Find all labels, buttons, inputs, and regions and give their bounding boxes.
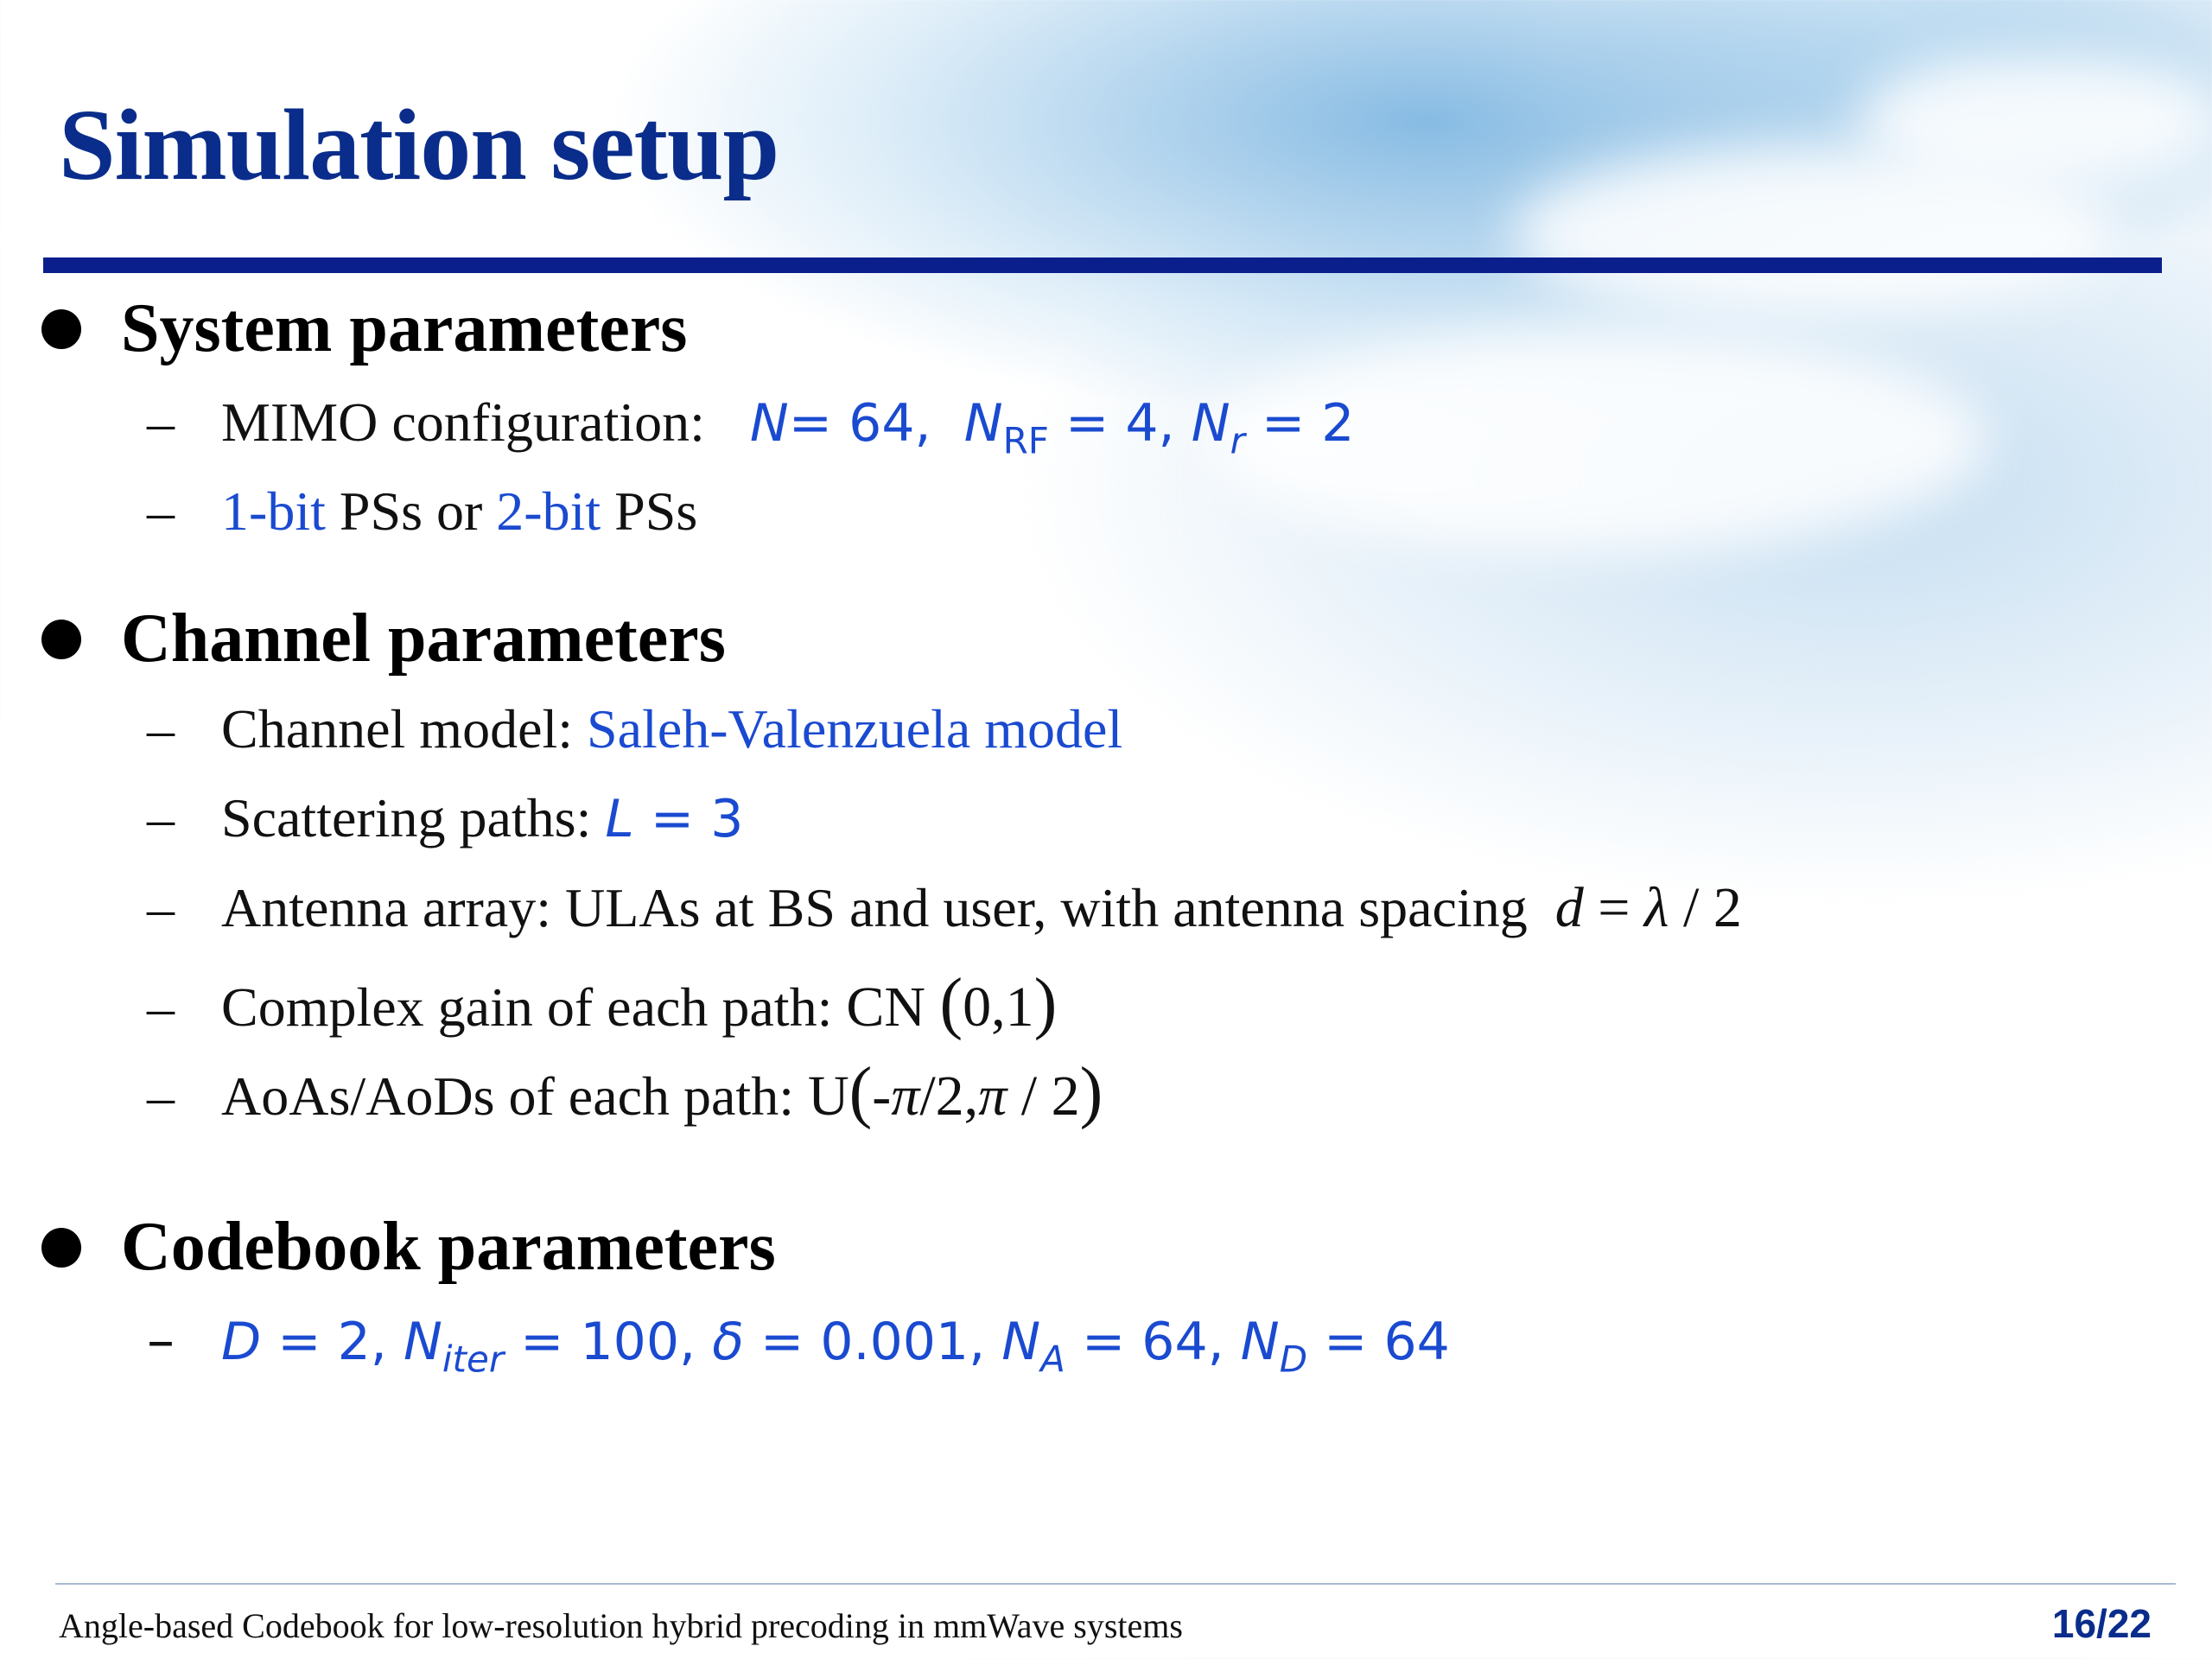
bullet-icon bbox=[41, 1228, 81, 1268]
list-item bbox=[147, 1309, 1450, 1381]
item-text: PSs or bbox=[325, 480, 497, 542]
footer-divider bbox=[55, 1583, 2176, 1585]
item-label: Scattering paths: bbox=[221, 787, 606, 849]
list-item bbox=[147, 697, 1122, 761]
list-item bbox=[147, 480, 697, 543]
list-item bbox=[147, 786, 743, 850]
section-system-parameters bbox=[41, 289, 687, 368]
scattering-paths-math: L = 3 bbox=[605, 789, 744, 849]
item-text: PSs bbox=[601, 480, 698, 542]
slide-title: Simulation setup bbox=[59, 88, 779, 201]
list-item bbox=[147, 875, 1742, 941]
dash-icon: – bbox=[147, 480, 175, 542]
mimo-config-math: N= 64, $N_{RF} = 4$, $N_r = 2$ bbox=[749, 393, 1355, 462]
item-label: Complex gain of each path: bbox=[221, 976, 847, 1038]
background-cloud bbox=[1858, 52, 2212, 190]
dash-icon: – bbox=[147, 976, 175, 1038]
page-number: 16/22 bbox=[2051, 1601, 2152, 1646]
aoa-aod-math: U(-π/2,π / 2) bbox=[807, 1054, 1103, 1130]
dash-icon: – bbox=[147, 1309, 175, 1373]
dash-icon: – bbox=[147, 1065, 175, 1127]
section-channel-parameters bbox=[41, 600, 726, 678]
two-bit-label: 2-bit bbox=[496, 480, 601, 542]
list-item bbox=[147, 391, 1354, 462]
item-label: Antenna array: ULAs at BS and user, with antenna spacing bbox=[221, 877, 1541, 938]
codebook-params-math: D = 2, $N_{iter} = 100$, δ = 0.001, $N_A = 64$, $N_D = 64$ bbox=[221, 1312, 1450, 1381]
dash-icon: – bbox=[147, 391, 175, 453]
item-label: MIMO configuration: bbox=[221, 391, 705, 453]
antenna-spacing-math: d = λ / 2 bbox=[1554, 876, 1742, 939]
one-bit-label: 1-bit bbox=[221, 480, 326, 542]
dash-icon: – bbox=[147, 787, 175, 849]
section-heading: Codebook parameters bbox=[121, 1209, 776, 1285]
dash-icon: – bbox=[147, 877, 175, 938]
item-label: Channel model: bbox=[221, 698, 588, 760]
section-heading: Channel parameters bbox=[121, 601, 726, 677]
bullet-icon bbox=[41, 309, 81, 349]
bullet-icon bbox=[41, 620, 81, 659]
section-heading: System parameters bbox=[121, 290, 688, 366]
dash-icon: – bbox=[147, 698, 175, 760]
list-item bbox=[147, 964, 1057, 1043]
footer-title: Angle-based Codebook for low-resolution hybrid precoding in mmWave systems bbox=[59, 1606, 1183, 1645]
list-item bbox=[147, 1053, 1103, 1132]
complex-gain-math: CN (0,1) bbox=[846, 965, 1058, 1041]
title-divider bbox=[43, 257, 2162, 273]
section-codebook-parameters bbox=[41, 1208, 776, 1287]
item-label: AoAs/AoDs of each path: bbox=[221, 1065, 808, 1127]
channel-model-value: Saleh-Valenzuela model bbox=[587, 698, 1123, 760]
